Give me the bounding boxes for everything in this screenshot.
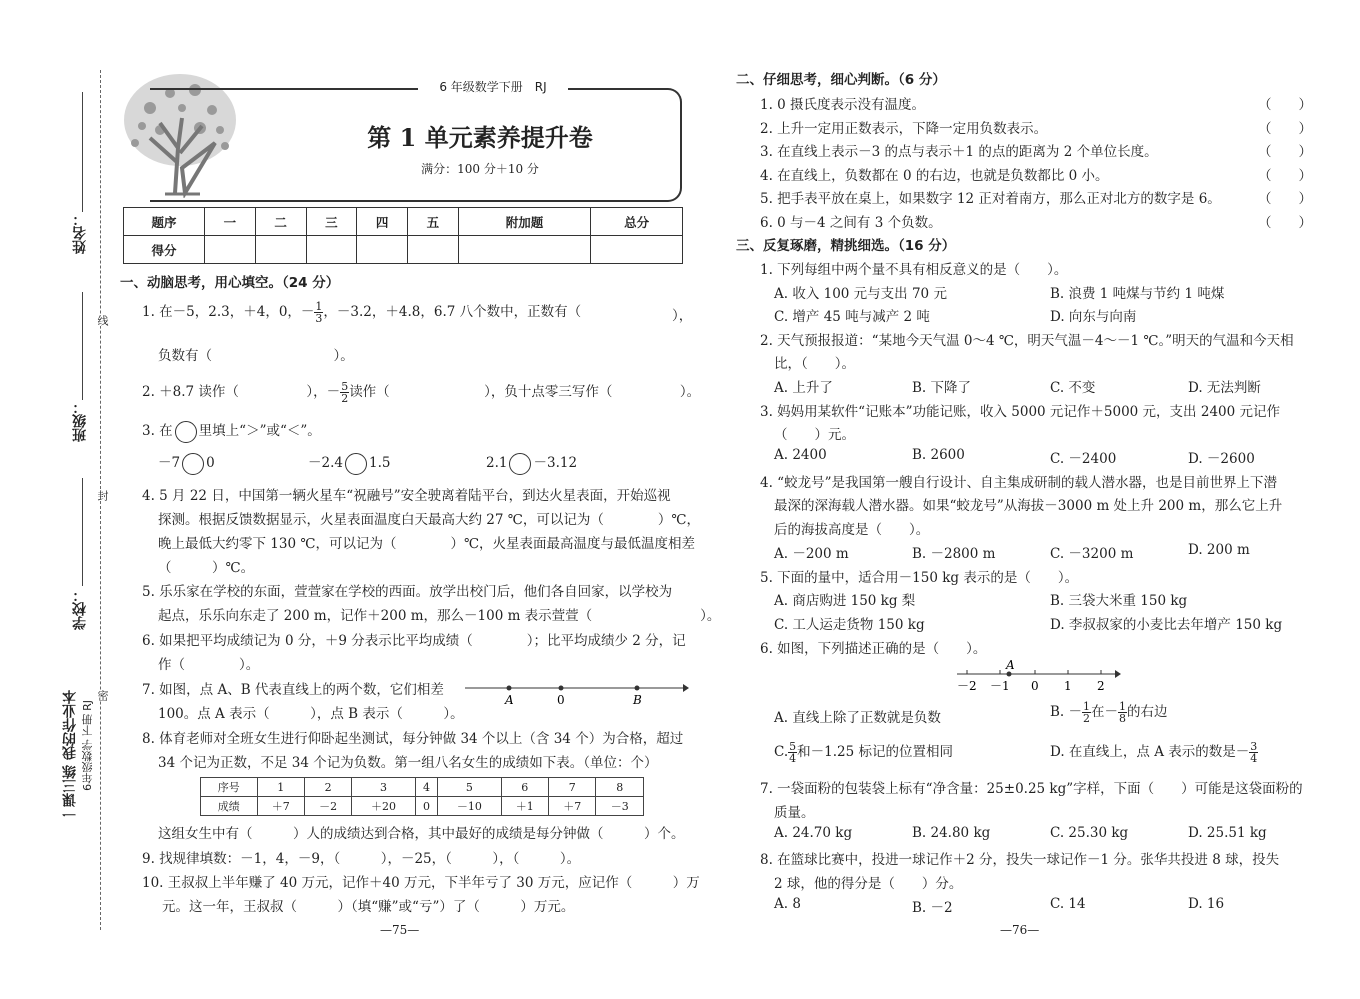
q2 bbox=[142, 380, 700, 404]
q7-line1: 7. 如图，点 A、B 代表直线上的两个数，它们相差 bbox=[142, 682, 444, 698]
axis-tick: －2 bbox=[957, 679, 977, 693]
mc-q8-opt-d[interactable]: D. 16 bbox=[1188, 896, 1225, 912]
judge-paren[interactable]: （ ） bbox=[1258, 191, 1312, 207]
mc-q7-opt-b[interactable]: B. 24.80 kg bbox=[912, 825, 991, 841]
score-head: 四 bbox=[357, 208, 408, 236]
mc-q2-opt-c[interactable]: C. 不变 bbox=[1050, 380, 1096, 396]
q10-line1: 10. 王叔叔上半年赚了 40 万元，记作＋40 万元，下半年亏了 30 万元，应记作（ ）万 bbox=[142, 875, 700, 891]
mc-q4-opt-b[interactable]: B. －2800 m bbox=[912, 546, 996, 562]
mc-q2-opt-a[interactable]: A. 上升了 bbox=[774, 380, 833, 396]
q1-end: ）， bbox=[672, 308, 693, 324]
section2-title: 二、仔细思考，细心判断。（6 分） bbox=[736, 72, 946, 88]
cut-mi: 密 bbox=[96, 690, 109, 701]
page-number-left: —75— bbox=[380, 923, 420, 937]
mc-q3-line2: （ ）元。 bbox=[774, 427, 855, 443]
mc-q8-opt-b[interactable]: B. －2 bbox=[912, 900, 953, 916]
name-label: 姓名： bbox=[72, 212, 88, 254]
score-cell[interactable] bbox=[458, 236, 591, 264]
mc-q2-opt-d[interactable]: D. 无法判断 bbox=[1188, 380, 1261, 396]
mc-q4-opt-a[interactable]: A. －200 m bbox=[774, 546, 849, 562]
grade-head: 6 bbox=[501, 778, 548, 797]
score-head: 题序 bbox=[124, 208, 205, 236]
q6-line1: 6. 如果把平均成绩记为 0 分，＋9 分表示比平均成绩（ ）；比平均成绩少 2 分，记 bbox=[142, 633, 686, 649]
mc-q8-opt-a[interactable]: A. 8 bbox=[774, 896, 801, 912]
name-line bbox=[82, 92, 83, 212]
score-cell[interactable] bbox=[255, 236, 306, 264]
mc-q1-opt-c[interactable]: C. 增产 45 吨与减产 2 吨 bbox=[774, 309, 930, 325]
grade-head: 8 bbox=[596, 778, 644, 797]
score-cell[interactable] bbox=[408, 236, 459, 264]
mc-q2-line2: 比，（ ）。 bbox=[774, 356, 855, 372]
judge-paren[interactable]: （ ） bbox=[1258, 215, 1312, 231]
grade-head: 2 bbox=[304, 778, 351, 797]
grade-head: 3 bbox=[352, 778, 415, 797]
q3-text-b: 里填上“＞”或“＜”。 bbox=[198, 423, 321, 439]
score-head: 二 bbox=[255, 208, 306, 236]
score-cell[interactable] bbox=[205, 236, 256, 264]
score-cell[interactable] bbox=[306, 236, 357, 264]
q7-label-o: 0 bbox=[557, 693, 565, 707]
mc-q4-line3: 后的海拔高度是（ ）。 bbox=[774, 522, 930, 538]
grade-cell: ＋1 bbox=[501, 797, 548, 816]
answer-circle[interactable] bbox=[509, 453, 531, 475]
q1-text-a: 1. 在－5，2.3，＋4，0，－ bbox=[142, 304, 315, 320]
judge-item-1: 1. 0 摄氏度表示没有温度。 bbox=[760, 97, 926, 113]
grade-cell: ＋7 bbox=[549, 797, 596, 816]
judge-paren[interactable]: （ ） bbox=[1258, 168, 1312, 184]
score-head: 附加题 bbox=[458, 208, 591, 236]
answer-circle[interactable] bbox=[345, 453, 367, 475]
grade-table bbox=[200, 777, 644, 816]
page-number-right: —76— bbox=[1000, 923, 1040, 937]
q3-item3: 2.1 －3.12 bbox=[486, 451, 577, 475]
axis-tick: 0 bbox=[1031, 679, 1039, 693]
mc-q7-line1: 7. 一袋面粉的包装袋上标有“净含量：25±0.25 kg”字样，下面（ ）可能是这袋面粉的 bbox=[760, 781, 1303, 797]
q3-text-a: 3. 在 bbox=[142, 423, 173, 439]
mc-q4-opt-d[interactable]: D. 200 m bbox=[1188, 542, 1250, 558]
q6-number-line bbox=[955, 658, 1125, 694]
class-label: 班级： bbox=[72, 400, 88, 442]
score-cell[interactable] bbox=[357, 236, 408, 264]
mc-q4-line2: 最深的深海载人潜水器。如果“蛟龙号”从海拔－3000 m 处上升 200 m，那么它上升 bbox=[774, 498, 1283, 514]
q6-line2: 作（ ）。 bbox=[158, 657, 260, 673]
mc-q6-opt-c[interactable]: C. $\frac{5}{4}$ 和－1.25 标记的位置相同 bbox=[774, 740, 953, 765]
mc-q1-opt-b[interactable]: B. 浪费 1 吨煤与节约 1 吨煤 bbox=[1050, 286, 1225, 302]
q7-label-b: B bbox=[633, 693, 642, 707]
q4-line1: 4. 5 月 22 日，中国第一辆火星车“祝融号”安全驶离着陆平台，到达火星表面，开始巡视 bbox=[142, 488, 671, 504]
mc-q2-line1: 2. 天气预报报道：“某地今天气温 0～4 ℃，明天气温－4～－1 ℃。”明天的气温和今天相 bbox=[760, 333, 1294, 349]
grade-head: 5 bbox=[438, 778, 501, 797]
mc-q3-opt-d[interactable]: D. －2600 bbox=[1188, 451, 1255, 467]
axis-tick: 1 bbox=[1064, 679, 1072, 693]
answer-circle[interactable] bbox=[182, 453, 204, 475]
grade-cell: －2 bbox=[304, 797, 351, 816]
brand-subtitle: 6年级数学 下册 RJ bbox=[81, 700, 94, 791]
grade-cell: 成绩 bbox=[201, 797, 258, 816]
judge-item-4: 4. 在直线上，负数都在 0 的右边，也就是负数都比 0 小。 bbox=[760, 168, 1109, 184]
grade-cell: ＋20 bbox=[352, 797, 415, 816]
section1-title: 一、动脑思考，用心填空。（24 分） bbox=[120, 275, 340, 291]
mc-q3-line1: 3. 妈妈用某软件“记账本”功能记账，收入 5000 元记作＋5000 元，支出 2400 元记作 bbox=[760, 404, 1280, 420]
judge-item-5: 5. 把手表平放在桌上，如果数字 12 正对着南方，那么正对北方的数字是 6。 bbox=[760, 191, 1221, 207]
judge-item-3: 3. 在直线上表示－3 的点与表示＋1 的点的距离为 2 个单位长度。 bbox=[760, 144, 1158, 160]
axis-tick: 2 bbox=[1097, 679, 1105, 693]
mc-q7-line2: 质量。 bbox=[774, 805, 815, 821]
q1-text-b: ，－3.2，＋4.8，6.7 八个数中，正数有（ bbox=[323, 304, 582, 320]
q8-end: 这组女生中有（ ）人的成绩达到合格，其中最好的成绩是每分钟做（ ）个。 bbox=[158, 826, 685, 842]
judge-paren[interactable]: （ ） bbox=[1258, 121, 1312, 137]
section3-title: 三、反复琢磨，精挑细选。（16 分） bbox=[736, 238, 956, 254]
mc-q6-opt-b[interactable]: B. － $\frac{1}{2}$ 在－ $\frac{1}{8}$ 的右边 bbox=[1050, 700, 1168, 725]
mc-q1-opt-a[interactable]: A. 收入 100 元与支出 70 元 bbox=[774, 286, 947, 302]
mc-q7-opt-c[interactable]: C. 25.30 kg bbox=[1050, 825, 1129, 841]
grade-cell: ＋7 bbox=[257, 797, 304, 816]
q2-text-b: 读作（ ），负十点零三写作（ ）。 bbox=[349, 384, 701, 400]
score-table bbox=[123, 207, 683, 264]
score-head: 五 bbox=[408, 208, 459, 236]
mc-q4-opt-c[interactable]: C. －3200 m bbox=[1050, 546, 1134, 562]
grade-cell: －10 bbox=[438, 797, 501, 816]
q4-line3: 晚上最低大约零下 130 ℃，可以记为（ ）℃，火星表面最高温度与最低温度相差 bbox=[158, 536, 696, 552]
mc-q5-opt-c[interactable]: C. 工人运走货物 150 kg bbox=[774, 617, 925, 633]
grade-head: 1 bbox=[257, 778, 304, 797]
mc-q5-opt-d[interactable]: D. 李叔叔家的小麦比去年增产 150 kg bbox=[1050, 617, 1283, 633]
q4-line4: （ ）℃。 bbox=[158, 560, 255, 576]
q7-line2: 100。点 A 表示（ ），点 B 表示（ ）。 bbox=[158, 706, 464, 722]
mc-q3-opt-c[interactable]: C. －2400 bbox=[1050, 451, 1117, 467]
mc-q5-opt-a[interactable]: A. 商店购进 150 kg 梨 bbox=[774, 593, 916, 609]
score-row-label: 得分 bbox=[124, 236, 205, 264]
judge-item-6: 6. 0 与－4 之间有 3 个负数。 bbox=[760, 215, 942, 231]
frac-5-2: $\frac{5}{2}$ bbox=[341, 380, 349, 405]
grade-tag: 6 年级数学下册 RJ bbox=[418, 78, 568, 98]
compare-circle bbox=[175, 421, 197, 443]
mc-q8-line1: 8. 在篮球比赛中，投进一球记作＋2 分，投失一球记作－1 分。张华共投进 8 球，投失 bbox=[760, 852, 1280, 868]
q10-line2: 元。这一年，王叔叔（ ）（填“赚”或“亏”）了（ ）万元。 bbox=[162, 899, 575, 915]
mc-q3-opt-b[interactable]: B. 2600 bbox=[912, 447, 965, 463]
mc-q6-opt-d[interactable]: D. 在直线上，点 A 表示的数是－ $\frac{3}{4}$ bbox=[1050, 740, 1258, 765]
q1 bbox=[142, 300, 581, 324]
q4-line2: 探测。根据反馈数据显示，火星表面温度白天最高大约 27 ℃，可以记为（ ）℃， bbox=[158, 512, 700, 528]
q6-point-label: A bbox=[1006, 658, 1015, 672]
grade-cell: 0 bbox=[415, 797, 438, 816]
score-info: 满分：100 分＋10 分 bbox=[421, 162, 539, 176]
score-head: 总分 bbox=[591, 208, 683, 236]
cut-xian: 线 bbox=[96, 315, 109, 326]
q3 bbox=[142, 419, 321, 443]
axis-tick: －1 bbox=[990, 679, 1010, 693]
q7-label-a: A bbox=[505, 693, 514, 707]
score-cell[interactable] bbox=[591, 236, 683, 264]
q8-line2: 34 个记为正数，不足 34 个记为负数。第一组八名女生的成绩如下表。（单位：个） bbox=[158, 755, 658, 771]
mc-q6-opt-a[interactable]: A. 直线上除了正数就是负数 bbox=[774, 710, 941, 726]
judge-paren[interactable]: （ ） bbox=[1258, 144, 1312, 160]
q1-line2: 负数有（ ）。 bbox=[158, 348, 354, 364]
q3-item2: －2.4 1.5 bbox=[308, 451, 390, 475]
mc-q1: 1. 下列每组中两个量不具有相反意义的是（ ）。 bbox=[760, 262, 1068, 278]
frac-1-3: $\frac{1}{3}$ bbox=[315, 300, 323, 325]
mc-q2-opt-b[interactable]: B. 下降了 bbox=[912, 380, 972, 396]
grade-head: 序号 bbox=[201, 778, 258, 797]
q8-line1: 8. 体育老师对全班女生进行仰卧起坐测试，每分钟做 34 个以上（含 34 个）为合格，超过 bbox=[142, 731, 684, 747]
score-head: 三 bbox=[306, 208, 357, 236]
class-line bbox=[82, 292, 83, 400]
page-title: 第 1 单元素养提升卷 bbox=[367, 123, 593, 152]
mc-q1-opt-d[interactable]: D. 向东与向南 bbox=[1050, 309, 1137, 325]
school-label: 学校： bbox=[72, 588, 88, 630]
q9: 9. 找规律填数：－1，4，－9，（ ），－25，（ ），（ ）。 bbox=[142, 851, 581, 867]
school-line bbox=[82, 478, 83, 586]
cut-feng: 封 bbox=[96, 490, 109, 501]
mc-q8-opt-c[interactable]: C. 14 bbox=[1050, 896, 1086, 912]
grade-head: 4 bbox=[415, 778, 438, 797]
q7-number-line bbox=[465, 678, 690, 708]
mc-q6: 6. 如图，下列描述正确的是（ ）。 bbox=[760, 641, 987, 657]
mc-q7-opt-a[interactable]: A. 24.70 kg bbox=[774, 825, 853, 841]
q3-item1: －7 0 bbox=[158, 451, 215, 475]
score-head: 一 bbox=[205, 208, 256, 236]
grade-cell: －3 bbox=[596, 797, 644, 816]
q5-line2: 起点，乐乐向东走了 200 m，记作＋200 m，那么－100 m 表示萱萱（ ）。 bbox=[158, 608, 721, 624]
mc-q5-opt-b[interactable]: B. 三袋大米重 150 kg bbox=[1050, 593, 1188, 609]
brand-logo: 一课三练 我的作业本 bbox=[62, 690, 78, 821]
mc-q8-line2: 2 球，他的得分是（ ）分。 bbox=[774, 876, 963, 892]
q2-text-a: 2. ＋8.7 读作（ ），－ bbox=[142, 384, 341, 400]
q5-line1: 5. 乐乐家在学校的东面，萱萱家在学校的西面。放学出校门后，他们各自回家，以学校为 bbox=[142, 584, 673, 600]
judge-item-2: 2. 上升一定用正数表示，下降一定用负数表示。 bbox=[760, 121, 1048, 137]
mc-q5: 5. 下面的量中，适合用－150 kg 表示的是（ ）。 bbox=[760, 570, 1079, 586]
mc-q4-line1: 4. “蛟龙号”是我国第一艘自行设计、自主集成研制的载人潜水器，也是目前世界上下潜 bbox=[760, 475, 1277, 491]
judge-paren[interactable]: （ ） bbox=[1258, 97, 1312, 113]
grade-head: 7 bbox=[549, 778, 596, 797]
mc-q7-opt-d[interactable]: D. 25.51 kg bbox=[1188, 825, 1267, 841]
mc-q3-opt-a[interactable]: A. 2400 bbox=[774, 447, 827, 463]
